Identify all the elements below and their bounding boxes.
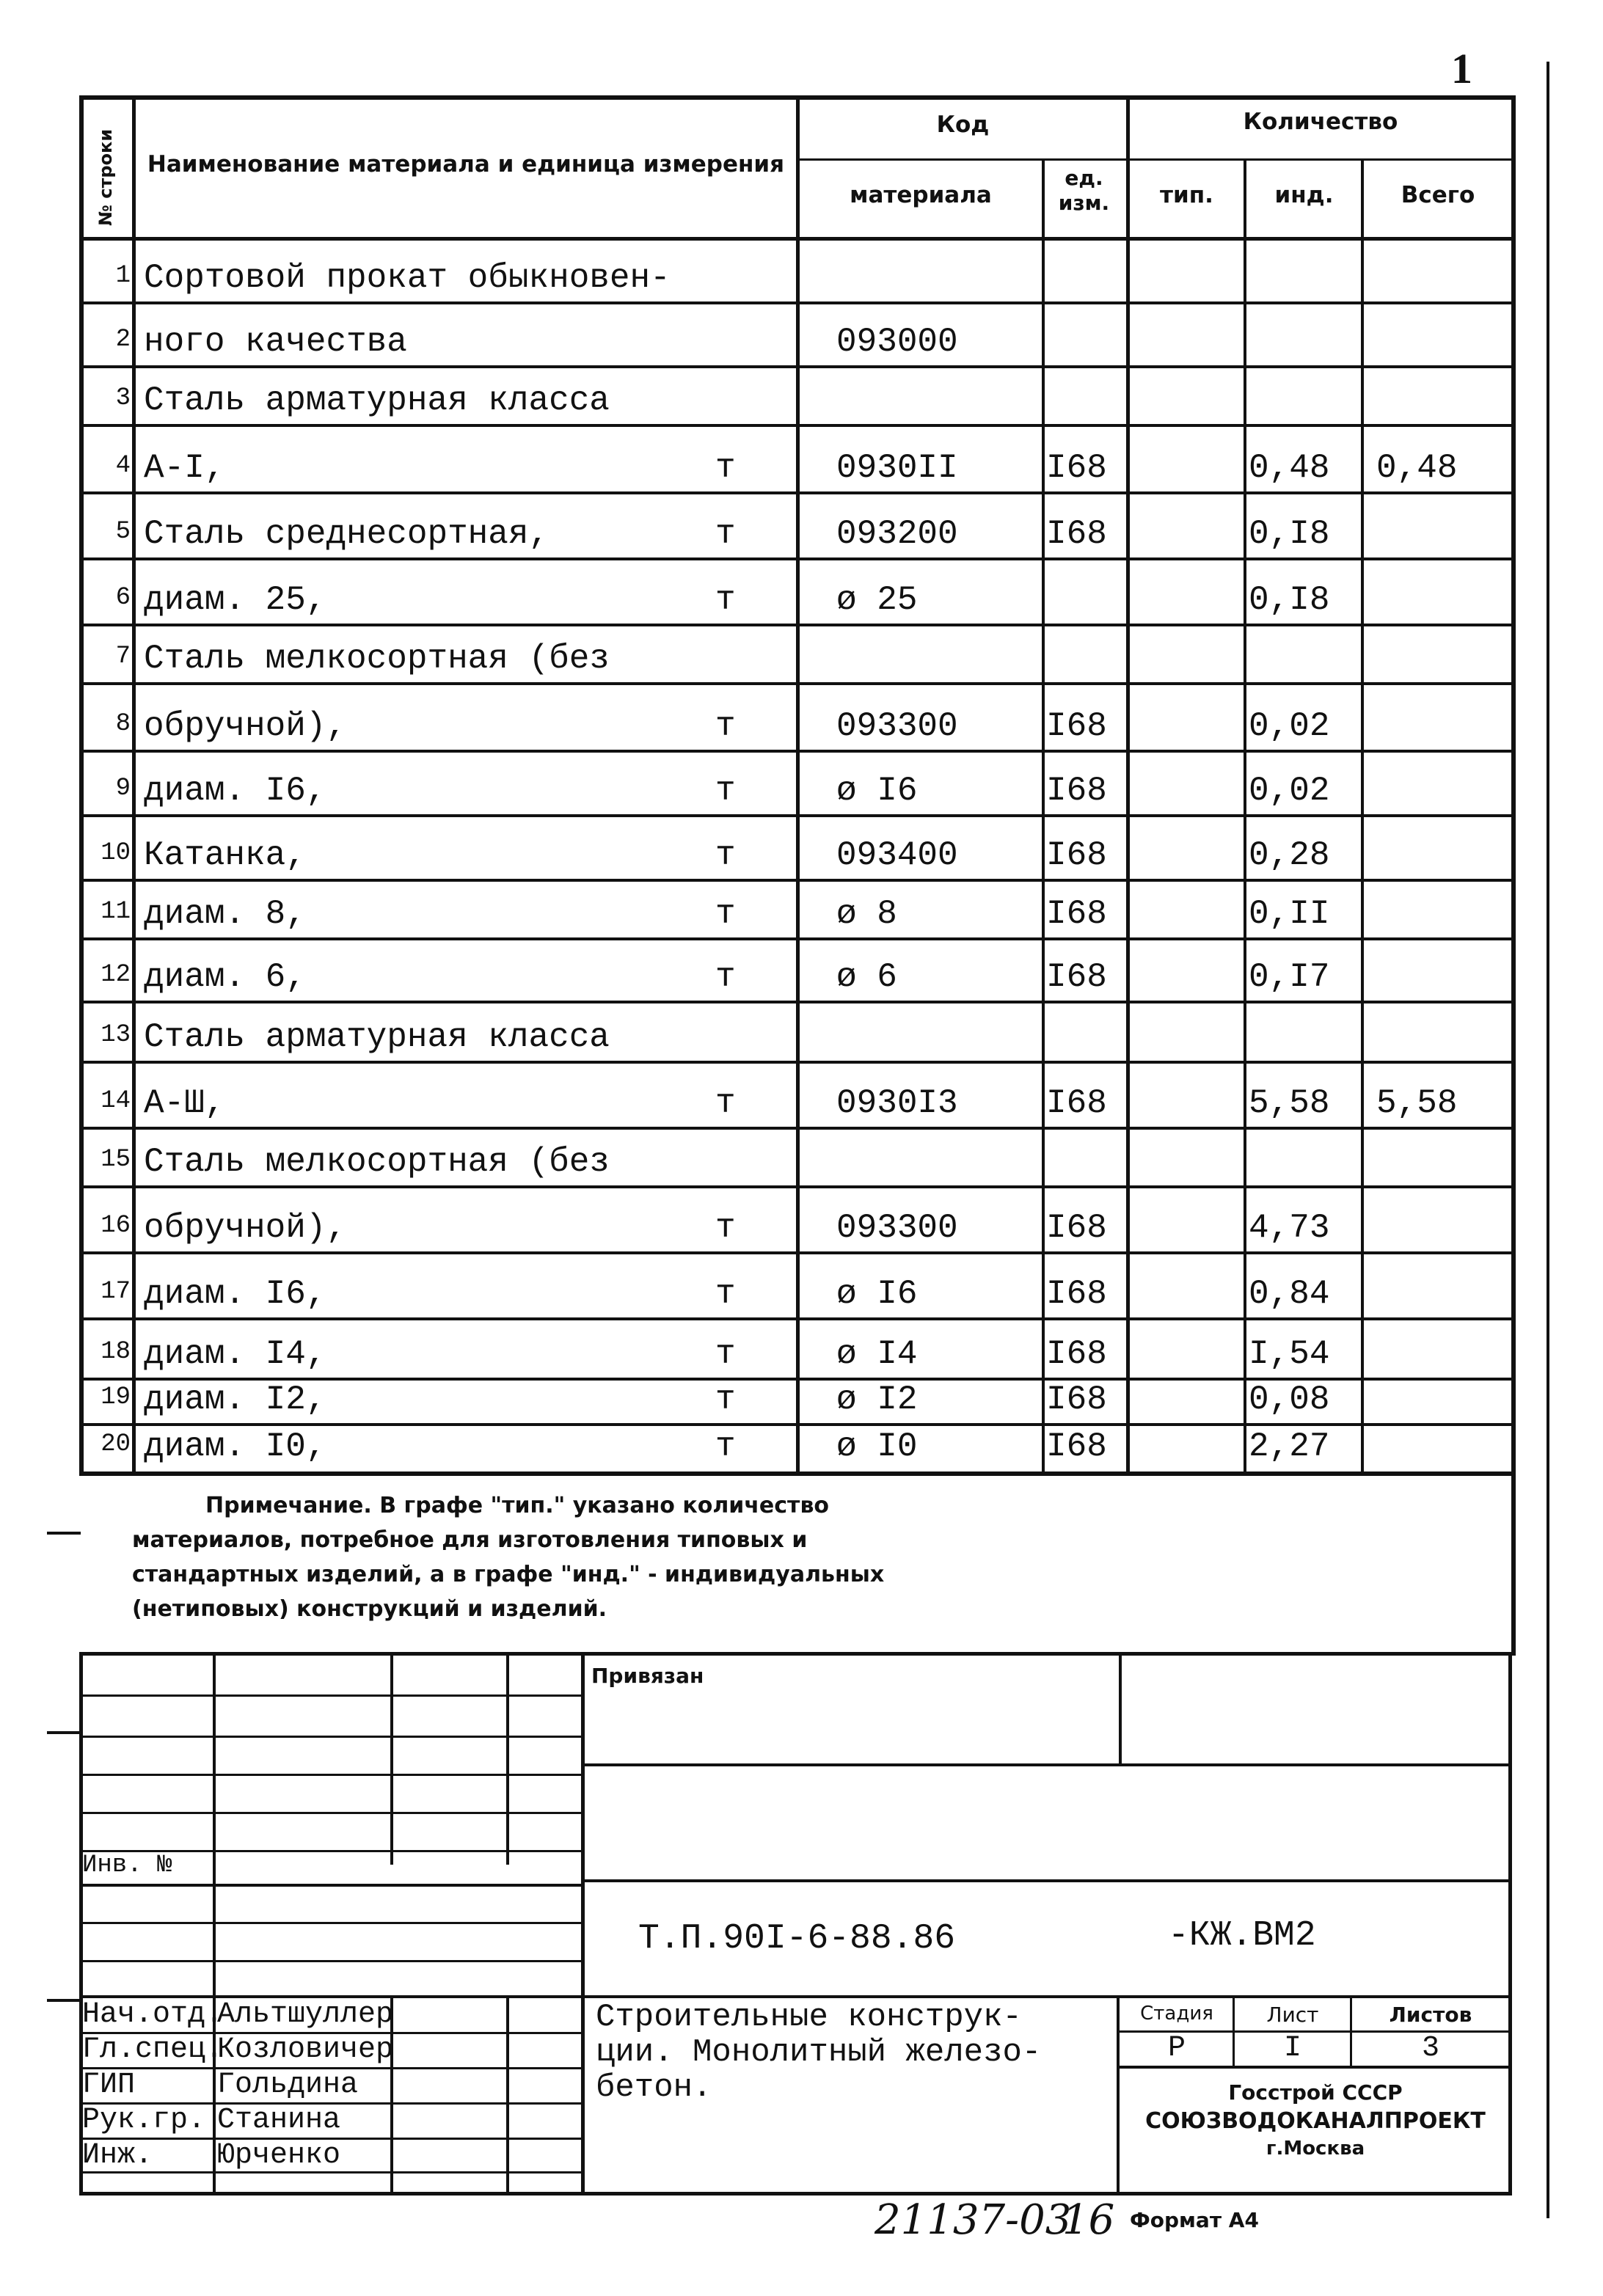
material-name: А-Ш,: [144, 1084, 225, 1122]
unit-code: I68: [1046, 449, 1107, 487]
material-name: диам. 25,: [144, 581, 326, 619]
material-code: 093300: [836, 1209, 958, 1247]
row-divider: [79, 1423, 1516, 1426]
grid-line: [1233, 1995, 1235, 2067]
material-name: диам. I0,: [144, 1427, 326, 1466]
row-number: 5: [115, 518, 131, 546]
unit-of-measure: т: [715, 1427, 736, 1466]
grid-line: [506, 1995, 509, 2192]
row-number: 12: [101, 961, 131, 989]
row-number: 13: [101, 1021, 131, 1049]
row-number: 9: [115, 775, 131, 802]
document-code: Т.П.90I-6-88.86: [638, 1919, 956, 1959]
stage-label: Стадия: [1140, 2003, 1213, 2025]
material-name: Катанка,: [144, 836, 306, 874]
row-number-header: № строки: [95, 128, 116, 226]
row-number: 16: [101, 1212, 131, 1240]
project-title-line-1: Строительные конструк-: [596, 1999, 1022, 2036]
quantity-individual: 0,84: [1249, 1275, 1330, 1313]
material-name: обручной),: [144, 1209, 347, 1247]
header-bottom-border: [79, 237, 1516, 241]
grid-line: [79, 1774, 583, 1776]
unit-code: I68: [1046, 1381, 1107, 1419]
quantity-individual: 0,I7: [1249, 958, 1330, 996]
project-title-line-3: бетон.: [596, 2069, 712, 2106]
material-name: диам. I6,: [144, 772, 326, 810]
signer-role: Гл.спец.: [82, 2033, 224, 2066]
material-name: диам. 6,: [144, 958, 306, 996]
quantity-individual: 5,58: [1249, 1084, 1330, 1122]
organization-line-3: г.Москва: [1266, 2138, 1365, 2160]
note-line-2: материалов, потребное для изготовления типовых и: [132, 1527, 808, 1553]
unit-code: I68: [1046, 707, 1107, 745]
quantity-individual: 0,II: [1249, 895, 1330, 933]
right-margin-line: [1547, 62, 1549, 2218]
note-right-border: [1511, 1471, 1516, 1655]
material-name: диам. I2,: [144, 1381, 326, 1419]
unit-header: ед. изм.: [1058, 166, 1110, 215]
unit-code: I68: [1046, 836, 1107, 874]
stage-value: Р: [1167, 2032, 1186, 2065]
quantity-individual: 0,I8: [1249, 581, 1330, 619]
material-name: А-I,: [144, 449, 225, 487]
grid-line: [1117, 1995, 1120, 2192]
unit-of-measure: т: [715, 1381, 736, 1419]
material-name: Сталь мелкосортная (без: [144, 640, 610, 678]
material-code: ø I2: [836, 1381, 918, 1419]
quantity-individual: 0,02: [1249, 707, 1330, 745]
row-divider: [79, 937, 1516, 940]
material-name: ного качества: [144, 323, 407, 361]
row-number: 19: [101, 1383, 131, 1411]
unit-code: I68: [1046, 1335, 1107, 1373]
format-label: Формат А4: [1130, 2208, 1259, 2232]
organization-line-1: Госстрой СССР: [1228, 2080, 1403, 2105]
grid-line: [79, 1694, 583, 1697]
row-divider: [79, 365, 1516, 368]
unit-of-measure: т: [715, 1335, 736, 1373]
material-code: ø I0: [836, 1427, 918, 1466]
unit-of-measure: т: [715, 1275, 736, 1313]
quantity-total: 5,58: [1376, 1084, 1458, 1122]
quantity-individual: I,54: [1249, 1335, 1330, 1373]
unit-of-measure: т: [715, 581, 736, 619]
row-divider: [79, 1061, 1516, 1064]
unit-code: I68: [1046, 772, 1107, 810]
row-number: 14: [101, 1087, 131, 1115]
row-number: 8: [115, 710, 131, 738]
unit-of-measure: т: [715, 515, 736, 553]
material-code: 093200: [836, 515, 958, 553]
row-divider: [79, 1185, 1516, 1188]
unit-of-measure: т: [715, 895, 736, 933]
document-suffix: -КЖ.ВМ2: [1168, 1916, 1316, 1956]
row-number: 20: [101, 1430, 131, 1458]
material-code: 093000: [836, 323, 958, 361]
material-name: диам. I4,: [144, 1335, 326, 1373]
grid-line: [1350, 1995, 1352, 2067]
material-name: диам. I6,: [144, 1275, 326, 1313]
row-divider: [79, 814, 1516, 817]
signer-role: Инж.: [82, 2139, 153, 2172]
margin-tick: [47, 1532, 81, 1535]
material-code: ø 6: [836, 958, 897, 996]
total-header: Всего: [1401, 182, 1475, 208]
stamp-bottom-border: [79, 2192, 1512, 2196]
row-number: 7: [115, 643, 131, 670]
margin-tick: [47, 1999, 81, 2002]
material-code: ø I6: [836, 772, 918, 810]
margin-tick: [47, 1731, 81, 1734]
material-name: Сталь мелкосортная (без: [144, 1143, 610, 1181]
code-group-header: Код: [936, 111, 990, 138]
unit-code: I68: [1046, 1209, 1107, 1247]
name-column-header: Наименование материала и единица измерения: [147, 151, 785, 178]
unit-of-measure: т: [715, 958, 736, 996]
ind-header: инд.: [1274, 182, 1334, 208]
grid-line: [1117, 2066, 1512, 2069]
page-marker: 1: [1451, 45, 1472, 92]
material-code-header: материала: [850, 182, 992, 208]
grid-line: [79, 1922, 583, 1924]
page-number: 16: [1062, 2196, 1115, 2244]
unit-of-measure: т: [715, 1084, 736, 1122]
signer-name: Козловичер: [217, 2033, 394, 2066]
row-number: 18: [101, 1338, 131, 1366]
typ-header: тип.: [1160, 182, 1213, 208]
stamp-top-border: [79, 1652, 1516, 1656]
unit-code: I68: [1046, 1427, 1107, 1466]
row-number: 2: [115, 326, 131, 354]
quantity-individual: 0,28: [1249, 836, 1330, 874]
signer-name: Альтшуллер: [217, 1998, 394, 2031]
quantity-individual: 0,I8: [1249, 515, 1330, 553]
grid-line: [79, 1736, 583, 1738]
quantity-individual: 2,27: [1249, 1427, 1330, 1466]
archive-number: 21137-03: [874, 2196, 1072, 2244]
project-title-line-2: ции. Монолитный железо-: [596, 2034, 1042, 2071]
grid-line: [79, 1884, 583, 1887]
quantity-individual: 0,08: [1249, 1381, 1330, 1419]
material-code: ø I6: [836, 1275, 918, 1313]
row-divider: [79, 750, 1516, 753]
unit-of-measure: т: [715, 836, 736, 874]
row-number: 3: [115, 384, 131, 412]
unit-code: I68: [1046, 1275, 1107, 1313]
sheets-count-label: Листов: [1389, 2003, 1472, 2027]
grid-line: [506, 1652, 509, 1865]
unit-of-measure: т: [715, 449, 736, 487]
unit-of-measure: т: [715, 772, 736, 810]
sheet-label: Лист: [1266, 2003, 1319, 2027]
grid-line: [79, 1812, 583, 1814]
material-code: 093400: [836, 836, 958, 874]
sheet-value: I: [1283, 2032, 1301, 2065]
row-divider: [79, 491, 1516, 494]
row-number: 11: [101, 898, 131, 926]
material-name: Сталь арматурная класса: [144, 381, 610, 420]
row-divider: [79, 301, 1516, 304]
row-divider: [79, 1251, 1516, 1254]
row-divider: [79, 879, 1516, 882]
signer-name: Юрченко: [217, 2139, 341, 2172]
note-line-3: стандартных изделий, а в графе "инд." - индивидуальных: [132, 1562, 885, 1587]
material-code: 0930II: [836, 449, 958, 487]
row-number: 6: [115, 584, 131, 612]
sheets-count-value: 3: [1421, 2032, 1439, 2065]
row-number: 15: [101, 1146, 131, 1174]
table-bottom-border: [79, 1471, 1516, 1476]
grid-line: [1119, 1652, 1122, 1765]
row-number: 10: [101, 839, 131, 867]
organization-line-2: СОЮЗВОДОКАНАЛПРОЕКТ: [1145, 2108, 1486, 2134]
note-line-4: (нетиповых) конструкций и изделий.: [132, 1596, 607, 1622]
grid-line: [390, 1652, 393, 1865]
linked-label: Привязан: [591, 1664, 704, 1688]
row-divider: [79, 682, 1516, 685]
grid-line: [79, 1960, 583, 1962]
material-name: диам. 8,: [144, 895, 306, 933]
material-name: Сортовой прокат обыкновен-: [144, 259, 671, 297]
row-divider: [79, 1001, 1516, 1003]
material-name: Сталь арматурная класса: [144, 1018, 610, 1056]
row-divider: [79, 1317, 1516, 1320]
material-code: ø 8: [836, 895, 897, 933]
quantity-total: 0,48: [1376, 449, 1458, 487]
note-line-1: Примечание. В графе "тип." указано количество: [205, 1493, 830, 1518]
inventory-number-label: Инв. №: [82, 1851, 172, 1879]
row-divider: [79, 557, 1516, 560]
signer-name: Гольдина: [217, 2069, 359, 2102]
unit-code: I68: [1046, 1084, 1107, 1122]
material-code: 0930I3: [836, 1084, 958, 1122]
row-divider: [79, 424, 1516, 427]
unit-code: I68: [1046, 958, 1107, 996]
grid-line: [581, 1879, 1512, 1882]
signer-role: ГИП: [82, 2069, 136, 2102]
row-number: 1: [115, 262, 131, 290]
material-code: ø I4: [836, 1335, 918, 1373]
unit-code: I68: [1046, 895, 1107, 933]
row-divider: [79, 624, 1516, 626]
quantity-individual: 4,73: [1249, 1209, 1330, 1247]
row-divider: [79, 1127, 1516, 1130]
material-code: ø 25: [836, 581, 918, 619]
unit-of-measure: т: [715, 707, 736, 745]
signer-role: Нач.отд.: [82, 1998, 224, 2031]
quantity-individual: 0,02: [1249, 772, 1330, 810]
grid-line: [581, 1763, 1512, 1766]
unit-of-measure: т: [715, 1209, 736, 1247]
unit-code: I68: [1046, 515, 1107, 553]
quantity-group-header: Количество: [1243, 109, 1398, 135]
row-number: 17: [101, 1278, 131, 1306]
material-name: Сталь среднесортная,: [144, 515, 549, 553]
signer-name: Станина: [217, 2104, 341, 2137]
signer-role: Рук.гр.: [82, 2104, 206, 2137]
header-subdivider: [796, 158, 1511, 161]
row-number: 4: [115, 452, 131, 480]
material-name: обручной),: [144, 707, 347, 745]
material-code: 093300: [836, 707, 958, 745]
quantity-individual: 0,48: [1249, 449, 1330, 487]
